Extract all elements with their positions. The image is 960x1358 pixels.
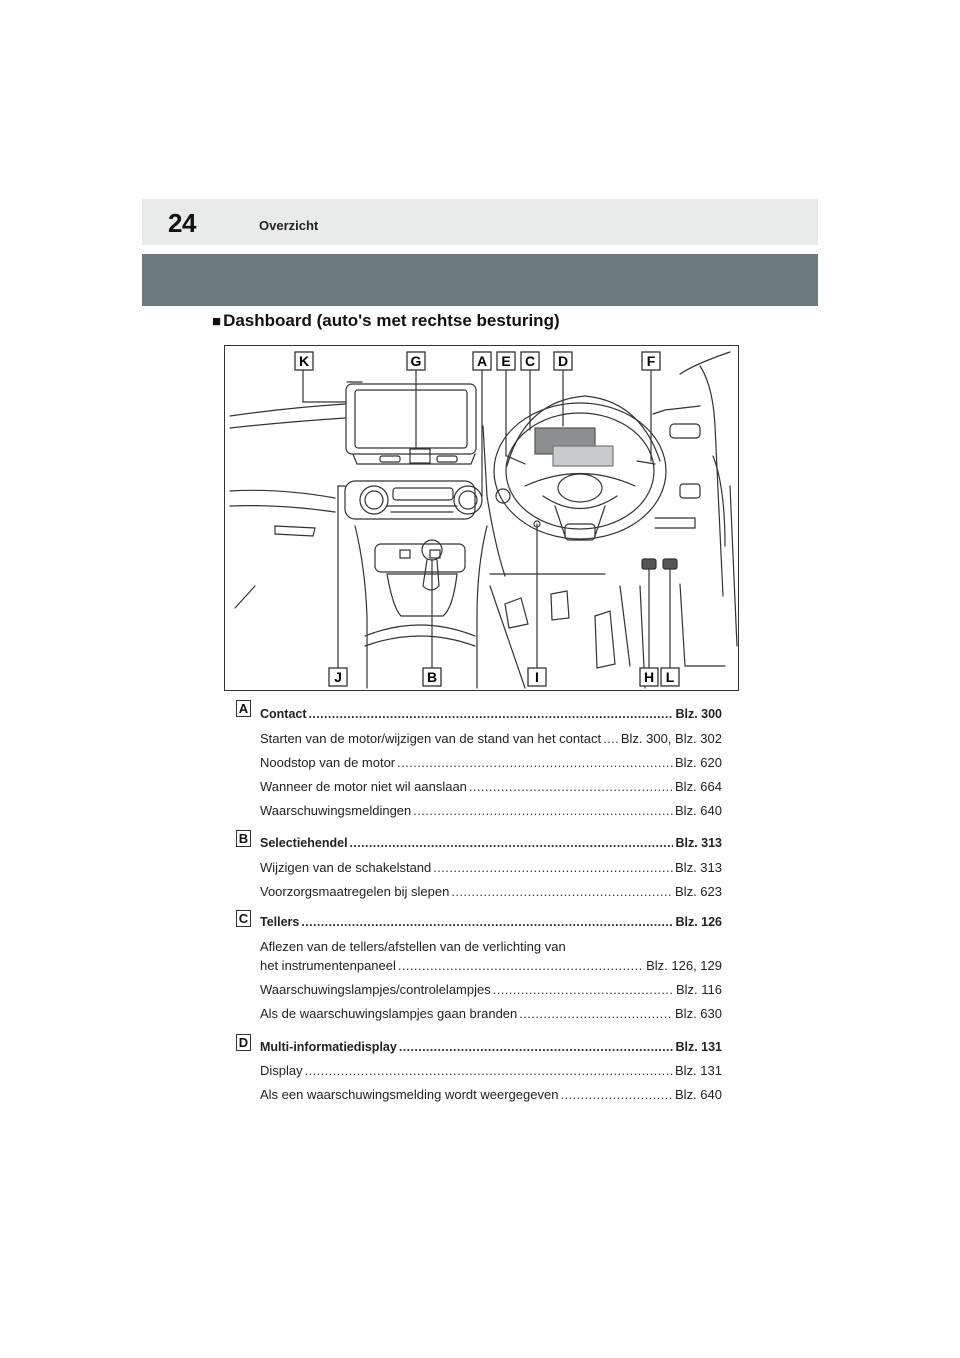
label-a: A — [476, 353, 488, 369]
section-banner — [142, 254, 818, 306]
entry-item[interactable]: Waarschuwingslampjes/controlelampjes ..... Blz. 116 — [260, 982, 722, 998]
entry-item[interactable]: Display ..... Blz. 131 — [260, 1063, 722, 1079]
label-l: L — [665, 669, 675, 685]
label-g: G — [410, 353, 422, 369]
chapter-title: Overzicht — [259, 218, 319, 233]
label-e: E — [501, 353, 511, 369]
entry-letter-c: C — [236, 910, 251, 927]
entry-letter-a: A — [236, 700, 251, 717]
header-band — [142, 199, 818, 245]
entry-title-tellers[interactable]: Tellers ..... Blz. 126 — [260, 914, 722, 930]
entry-title-contact[interactable]: Contact ..... Blz. 300 — [260, 706, 722, 722]
entry-item[interactable]: Noodstop van de motor ..... Blz. 620 — [260, 755, 722, 771]
entry-title-multi-informatiedisplay[interactable]: Multi-informatiedisplay ..... Blz. 131 — [260, 1039, 722, 1055]
entry-item[interactable]: het instrumentenpaneel ..... Blz. 126, 129 — [260, 958, 722, 974]
label-j: J — [334, 669, 342, 685]
entry-item[interactable]: Wijzigen van de schakelstand ..... Blz. 313 — [260, 860, 722, 876]
label-c: C — [524, 353, 536, 369]
section-title — [212, 311, 560, 331]
label-i: I — [535, 669, 539, 685]
label-h: H — [643, 669, 655, 685]
entry-item[interactable]: Wanneer de motor niet wil aanslaan ..... Blz. 664 — [260, 779, 722, 795]
entry-item[interactable]: Waarschuwingsmeldingen ..... Blz. 640 — [260, 803, 722, 819]
entry-title-selectiehendel[interactable]: Selectiehendel ..... Blz. 313 — [260, 835, 722, 851]
label-d: D — [557, 353, 569, 369]
entry-item[interactable]: Starten van de motor/wijzigen van de stand van het contact ..... Blz. 300, Blz. 302 — [260, 731, 722, 747]
label-f: F — [646, 353, 656, 369]
label-k: K — [298, 353, 310, 369]
page-number: 24 — [168, 208, 196, 238]
entry-item[interactable]: Als de waarschuwingslampjes gaan branden ..... Blz. 630 — [260, 1006, 722, 1022]
entry-item[interactable]: Als een waarschuwingsmelding wordt weergegeven ..... Blz. 640 — [260, 1087, 722, 1103]
entry-item[interactable]: Voorzorgsmaatregelen bij slepen ..... Blz. 623 — [260, 884, 722, 900]
entry-letter-d: D — [236, 1034, 251, 1051]
entry-letter-b: B — [236, 830, 251, 847]
label-b: B — [426, 669, 438, 685]
section-title-text: Dashboard (auto's met rechtse besturing) — [223, 311, 560, 330]
dashboard-illustration — [225, 346, 740, 692]
dashboard-diagram — [224, 345, 739, 691]
section-marker: ■ — [212, 313, 222, 330]
entry-item-first-line: Aflezen van de tellers/afstellen van de verlichting van — [260, 939, 566, 954]
